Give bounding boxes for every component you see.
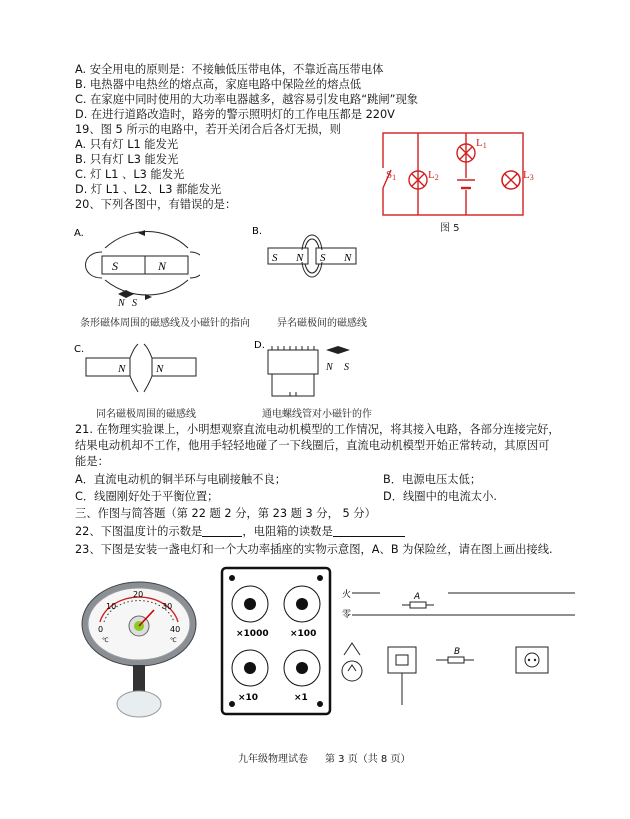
figure-c-caption: 同名磁极周围的磁感线: [96, 409, 196, 420]
svg-text:N: N: [158, 259, 167, 273]
svg-text:℃: ℃: [170, 637, 177, 644]
svg-text:40: 40: [170, 625, 181, 634]
q19-option-c: C. 灯 L1 、L3 能发光: [75, 168, 185, 181]
svg-text:×100: ×100: [290, 629, 317, 639]
light-bulb-icon: [342, 643, 362, 681]
svg-text:N: N: [118, 298, 125, 308]
q21-option-a: A．直流电动机的铜半环与电刷接触不良；: [75, 473, 287, 486]
svg-text:D.: D.: [254, 340, 265, 351]
s1-label: S1: [386, 169, 397, 182]
svg-text:B: B: [454, 647, 461, 657]
l3-label: L3: [523, 169, 534, 182]
q18-option-c: C. 在家庭中同时使用的大功率电器越多，越容易引发电路“跳闸”现象: [75, 93, 419, 106]
footer-title: 九年级物理试卷: [238, 754, 308, 765]
svg-text:B.: B.: [252, 226, 263, 237]
svg-text:℃: ℃: [102, 637, 109, 644]
socket-icon: [516, 647, 548, 673]
q23-stem: 23、下图是安装一盏电灯和一个大功率插座的实物示意图，A、B 为保险丝，请在图上画出接线.: [75, 543, 553, 556]
q21-stem-1: 21. 在物理实验课上，小明想观察直流电动机模型的工作情况，将其接入电路，各部分连接完好，: [75, 423, 560, 436]
q22-stem: 22、下图温度计的示数是 ，电阻箱的读数是: [75, 524, 405, 539]
figure-b-caption: 异名磁极间的磁感线: [277, 318, 367, 329]
q18-option-d: D. 在进行道路改造时，路旁的警示照明灯的工作电压都是 220V: [75, 108, 395, 121]
q21-stem-2: 结果电动机却不工作，他用手轻轻地碰了一下线圈后，直流电动机模型开始正常转动，其原因可: [75, 439, 550, 452]
q22-blank-1[interactable]: [202, 525, 242, 537]
svg-text:N: N: [344, 252, 352, 264]
thermometer: [78, 572, 200, 722]
svg-text:S: S: [112, 259, 118, 273]
svg-text:A: A: [414, 592, 421, 602]
svg-text:火: 火: [342, 590, 352, 600]
q20-stem: 20、下列各图中，有错误的是：: [75, 198, 237, 211]
svg-text:×10: ×10: [238, 693, 259, 703]
svg-text:N: N: [118, 363, 126, 375]
svg-text:N: N: [296, 252, 304, 264]
figure-c: [72, 340, 202, 400]
svg-text:S: S: [272, 252, 278, 264]
figure-d: [252, 336, 372, 402]
svg-text:N: N: [156, 363, 164, 375]
resistance-box: [220, 566, 332, 716]
svg-text:S: S: [132, 298, 137, 308]
figure-a-needle: [112, 288, 152, 308]
svg-text:N: N: [326, 362, 333, 373]
q18-option-b: B. 电热器中电热丝的熔点高，家庭电路中保险丝的熔点低: [75, 78, 362, 91]
q21-stem-3: 能是：: [75, 455, 109, 468]
section-3-heading: 三、作图与简答题（第 22 题 2 分，第 23 题 3 分， 5 分）: [75, 507, 376, 520]
svg-text:S: S: [320, 252, 326, 264]
wiring-diagram: [340, 585, 580, 720]
q22-blank-2[interactable]: [333, 525, 405, 537]
svg-text:A.: A.: [74, 228, 84, 239]
switch-icon: [388, 647, 416, 705]
figure-b: [250, 224, 370, 304]
l1-label: L1: [476, 137, 487, 150]
svg-text:×1000: ×1000: [236, 629, 269, 639]
svg-text:10: 10: [106, 602, 117, 611]
l2-label: L2: [428, 169, 439, 182]
figure-a-caption: 条形磁体周围的磁感线及小磁针的指向: [80, 318, 250, 329]
svg-text:20: 20: [133, 590, 144, 599]
q21-option-c: C．线圈刚好处于平衡位置；: [75, 490, 219, 503]
svg-text:C.: C.: [74, 344, 85, 355]
q19-option-b: B. 只有灯 L3 能发光: [75, 153, 179, 166]
svg-text:0: 0: [98, 625, 104, 634]
q18-option-a: A. 安全用电的原则是：不接触低压带电体，不靠近高压带电体: [75, 63, 384, 76]
q19-option-a: A. 只有灯 L1 能发光: [75, 138, 179, 151]
figure-5-caption: 图 5: [440, 223, 460, 234]
footer-page: 第 3 页（共 8 页）: [325, 754, 411, 765]
svg-text:S: S: [344, 362, 349, 373]
svg-text:×1: ×1: [294, 693, 308, 703]
svg-text:零: 零: [342, 610, 352, 620]
svg-text:30: 30: [162, 602, 173, 611]
q19-option-d: D. 灯 L1 、L2、L3 都能发光: [75, 183, 222, 196]
q21-option-d: D．线圈中的电流太小.: [383, 490, 497, 503]
figure-d-caption: 通电螺线管对小磁针的作: [262, 409, 372, 420]
q19-stem: 19、图 5 所示的电路中，若开关闭合后各灯无损，则: [75, 123, 341, 136]
q21-option-b: B．电源电压太低；: [383, 473, 482, 486]
circuit-diagram: [378, 128, 538, 228]
